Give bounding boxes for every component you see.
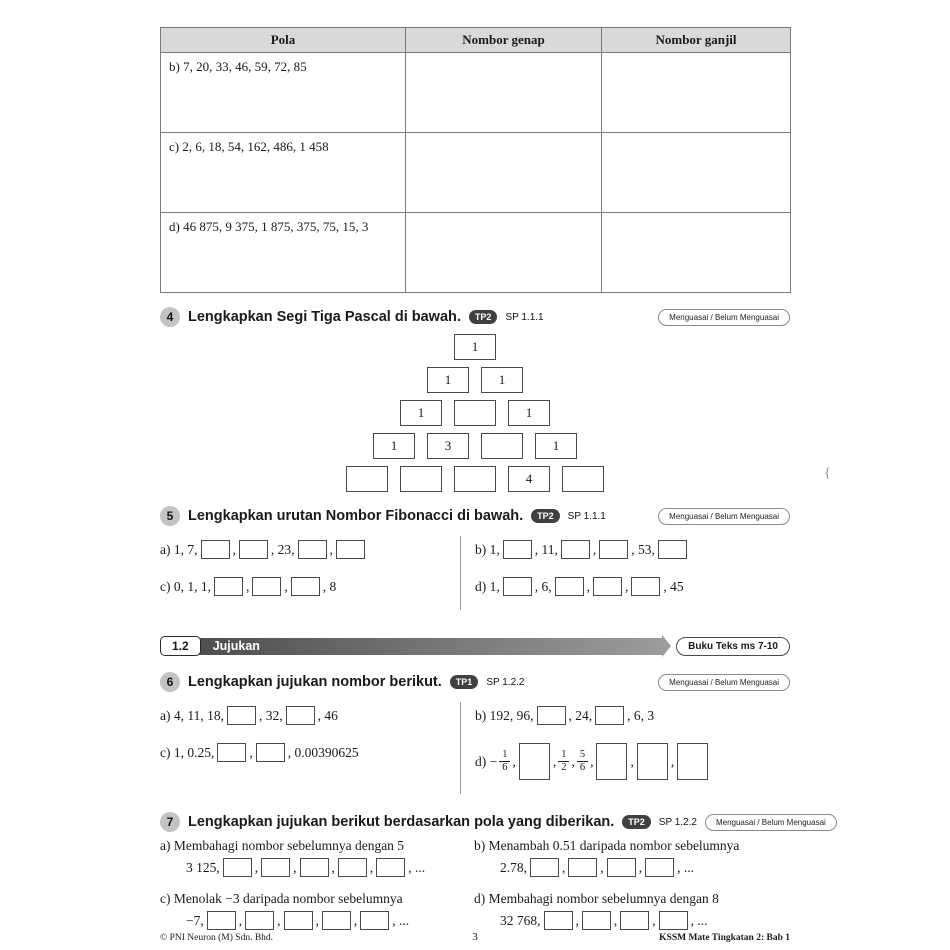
mastery-toggle[interactable]: Menguasai / Belum Menguasai: [705, 814, 837, 831]
question-number-badge: 4: [160, 307, 180, 327]
sequence-text: 2.78,: [500, 859, 527, 875]
sequence-text: ,: [249, 744, 253, 760]
answer-box[interactable]: [360, 911, 389, 930]
answer-box[interactable]: [261, 858, 290, 877]
arrow-right-icon: [662, 635, 671, 657]
sequence-text: −7,: [186, 912, 204, 928]
fraction: $\frac{1}{6}$: [499, 749, 510, 774]
section-title: Jujukan: [212, 639, 260, 653]
question-title: Lengkapkan jujukan berikut berdasarkan pola yang diberikan.: [188, 814, 615, 830]
sequence-text: a) 1, 7,: [160, 541, 198, 557]
sequence-text: ,: [293, 859, 297, 875]
sequence-text: ,: [232, 541, 236, 557]
page-number: 3: [472, 931, 478, 943]
answer-box[interactable]: [645, 858, 674, 877]
pascal-triangle: [160, 334, 790, 492]
sequence-text: ,: [246, 578, 250, 594]
sequence-text: ,: [652, 912, 656, 928]
sequence-text: ,: [630, 753, 634, 769]
q5-left-column: [160, 532, 460, 614]
fraction: $\frac{1}{2}$: [558, 749, 569, 774]
sequence-text: ,: [369, 859, 374, 875]
pascal-cell-empty[interactable]: [400, 466, 442, 492]
sequence-text: a) 4, 11, 18,: [160, 707, 224, 723]
pattern-item-c: [160, 891, 460, 930]
answer-cell-ganjil[interactable]: [602, 53, 791, 133]
q6-items: [160, 698, 790, 798]
pascal-cell-empty[interactable]: [454, 466, 496, 492]
sequence-text: ,: [590, 753, 594, 769]
sequence-text: ,: [331, 859, 335, 875]
sequence-text: ,: [254, 859, 259, 875]
q5-right-column: [461, 532, 790, 614]
answer-box[interactable]: [239, 540, 268, 559]
sequence-text: ,: [277, 912, 281, 928]
fraction: $\frac{5}{6}$: [577, 749, 588, 774]
question-number-badge: 5: [160, 506, 180, 526]
pascal-cell-filled: 4: [508, 466, 550, 492]
answer-box[interactable]: [568, 858, 597, 877]
answer-box[interactable]: [596, 743, 627, 780]
answer-box[interactable]: [207, 911, 236, 930]
sequence-text: ,: [353, 912, 358, 928]
answer-cell-genap[interactable]: [406, 133, 602, 213]
sequence-text: ,: [586, 578, 590, 594]
answer-box[interactable]: [631, 577, 660, 596]
pattern-description: d) Membahagi nombor sebelumnya dengan 8: [474, 891, 719, 906]
sequence-text: ,: [562, 859, 566, 875]
pascal-cell-filled: 1: [454, 334, 496, 360]
pascal-cell-empty[interactable]: [454, 400, 496, 426]
answer-cell-genap[interactable]: [406, 213, 602, 293]
answer-box[interactable]: [595, 706, 624, 725]
question-title: Lengkapkan Segi Tiga Pascal di bawah.: [188, 309, 461, 325]
sequence-text: 32 768,: [500, 912, 541, 928]
answer-cell-ganjil[interactable]: [602, 133, 791, 213]
sequence-text: b) 1,: [475, 541, 500, 557]
answer-box[interactable]: [537, 706, 566, 725]
pola-cell: b) 7, 20, 33, 46, 59, 72, 85: [161, 53, 406, 133]
sequence-text: ,: [670, 753, 675, 769]
answer-box[interactable]: [658, 540, 687, 559]
sequence-text: d) −: [475, 753, 498, 769]
pascal-cell-empty[interactable]: [562, 466, 604, 492]
sequence-text: , 11,: [534, 541, 558, 557]
tp-level-badge: TP1: [450, 675, 479, 689]
sequence-item-b: [475, 706, 790, 725]
answer-box[interactable]: [217, 743, 246, 762]
sequence-item-b: [500, 858, 790, 877]
sequence-text: , 8: [322, 578, 337, 594]
pascal-cell-empty[interactable]: [346, 466, 388, 492]
pascal-cell-filled: 1: [481, 367, 523, 393]
question-7-header: [160, 812, 826, 832]
sequence-text: , 32,: [259, 707, 283, 723]
sequence-text: , ...: [677, 859, 694, 875]
sequence-text: , ...: [392, 912, 410, 928]
sequence-item-c: [160, 577, 460, 596]
table-header-ganjil: Nombor ganjil: [602, 28, 791, 53]
answer-box[interactable]: [593, 577, 622, 596]
sp-code: SP 1.1.1: [567, 510, 606, 522]
question-title: Lengkapkan jujukan nombor berikut.: [188, 674, 442, 690]
q6-right-column: [461, 698, 790, 798]
sequence-item-b: [475, 540, 790, 559]
pascal-cell-filled: 1: [373, 433, 415, 459]
section-code: 1.2: [160, 636, 201, 656]
sequence-text: , 45: [663, 578, 684, 594]
pattern-description: b) Menambah 0.51 daripada nombor sebelumnya: [474, 838, 740, 853]
page-footer: [160, 929, 790, 943]
pascal-row: [400, 400, 550, 426]
answer-box[interactable]: [300, 858, 329, 877]
sequence-text: ,: [600, 859, 604, 875]
sequence-text: ,: [284, 578, 288, 594]
pascal-cell-filled: 1: [535, 433, 577, 459]
answer-box[interactable]: [637, 743, 668, 780]
sequence-text: ,: [592, 541, 597, 557]
sp-code: SP 1.1.1: [505, 311, 544, 323]
answer-box[interactable]: [620, 911, 649, 930]
pascal-row: [346, 466, 604, 492]
question-6-header: [160, 672, 790, 692]
sequence-item-a: [160, 540, 460, 559]
question-number-badge: 6: [160, 672, 180, 692]
sequence-text: , 23,: [270, 541, 295, 557]
sequence-text: , ...: [690, 912, 708, 928]
pola-table: [160, 27, 791, 293]
answer-box[interactable]: [519, 743, 550, 780]
answer-box[interactable]: [659, 911, 688, 930]
sequence-text: , 6,: [534, 578, 552, 594]
sequence-text: ,: [625, 578, 629, 594]
sequence-text: c) 1, 0.25,: [160, 744, 215, 760]
pascal-row: [373, 433, 577, 459]
table-row: [161, 133, 791, 213]
pascal-row: [427, 367, 523, 393]
book-chapter-ref: KSSM Mate Tingkatan 2: Bab 1: [659, 933, 790, 943]
answer-box[interactable]: [582, 911, 611, 930]
section-bar: [191, 638, 662, 655]
page-margin-mark: {: [824, 466, 831, 481]
sequence-text: ,: [315, 912, 319, 928]
sequence-text: , 0.00390625: [287, 744, 359, 760]
answer-box[interactable]: [252, 577, 281, 596]
sequence-text: , ...: [408, 859, 426, 875]
pola-cell: d) 46 875, 9 375, 1 875, 375, 75, 15, 3: [161, 213, 406, 293]
answer-box[interactable]: [291, 577, 320, 596]
answer-box[interactable]: [561, 540, 590, 559]
sequence-text: b) 192, 96,: [475, 707, 534, 723]
pattern-item-b: [474, 838, 790, 877]
answer-box[interactable]: [544, 911, 573, 930]
answer-box[interactable]: [201, 540, 230, 559]
pascal-cell-filled: 1: [427, 367, 469, 393]
tp-level-badge: TP2: [469, 310, 498, 324]
sequence-text: , 46: [317, 707, 338, 723]
pattern-description: c) Menolak −3 daripada nombor sebelumnya: [160, 891, 403, 906]
answer-box[interactable]: [336, 540, 365, 559]
answer-box[interactable]: [599, 540, 628, 559]
sequence-item-c: [186, 911, 460, 930]
question-number-badge: 7: [160, 812, 180, 832]
sp-code: SP 1.2.2: [658, 816, 697, 828]
sequence-text: , 53,: [631, 541, 655, 557]
table-row: [161, 53, 791, 133]
answer-box[interactable]: [338, 858, 367, 877]
pascal-cell-empty[interactable]: [481, 433, 523, 459]
q5-items: [160, 532, 790, 614]
sequence-text: ,: [512, 753, 516, 769]
answer-box[interactable]: [555, 577, 584, 596]
answer-box[interactable]: [503, 540, 532, 559]
sequence-text: d) 1,: [475, 578, 500, 594]
sequence-text: ,: [571, 753, 575, 769]
sequence-item-d: [475, 577, 790, 596]
answer-box[interactable]: [298, 540, 327, 559]
answer-cell-ganjil[interactable]: [602, 213, 791, 293]
page-content: [160, 27, 826, 944]
answer-box[interactable]: [227, 706, 256, 725]
pola-cell: c) 2, 6, 18, 54, 162, 486, 1 458: [161, 133, 406, 213]
tp-level-badge: TP2: [531, 509, 560, 523]
question-5-header: [160, 506, 790, 526]
sequence-item-a: [160, 706, 460, 725]
answer-box[interactable]: [284, 911, 313, 930]
answer-box[interactable]: [503, 577, 532, 596]
pascal-cell-filled: 1: [508, 400, 550, 426]
sequence-text: c) 0, 1, 1,: [160, 578, 211, 594]
sequence-item-d: [475, 743, 790, 780]
sequence-text: ,: [613, 912, 618, 928]
answer-box[interactable]: [286, 706, 315, 725]
table-header-row: [161, 28, 791, 53]
answer-box[interactable]: [245, 911, 274, 930]
pattern-item-d: [474, 891, 790, 930]
mastery-toggle[interactable]: Menguasai / Belum Menguasai: [658, 674, 790, 691]
sequence-text: ,: [552, 753, 557, 769]
pattern-description: a) Membahagi nombor sebelumnya dengan 5: [160, 838, 405, 853]
mastery-toggle[interactable]: Menguasai / Belum Menguasai: [658, 309, 790, 326]
pascal-cell-filled: 1: [400, 400, 442, 426]
tp-level-badge: TP2: [622, 815, 651, 829]
q6-left-column: [160, 698, 460, 798]
question-title: Lengkapkan urutan Nombor Fibonacci di bawah.: [188, 508, 524, 524]
sequence-text: 3 125,: [186, 859, 220, 875]
pascal-cell-filled: 3: [427, 433, 469, 459]
sequence-text: ,: [638, 859, 643, 875]
table-header-genap: Nombor genap: [406, 28, 602, 53]
mastery-toggle[interactable]: Menguasai / Belum Menguasai: [658, 508, 790, 525]
table-row: [161, 213, 791, 293]
sp-code: SP 1.2.2: [486, 676, 525, 688]
pascal-row: [454, 334, 496, 360]
answer-box[interactable]: [607, 858, 636, 877]
answer-box[interactable]: [530, 858, 559, 877]
answer-box[interactable]: [677, 743, 708, 780]
sequence-item-d: [500, 911, 790, 930]
copyright-text: © PNI Neuron (M) Sdn. Bhd.: [160, 933, 274, 943]
section-banner: [160, 634, 790, 658]
answer-box[interactable]: [376, 858, 405, 877]
table-header-pola: Pola: [161, 28, 406, 53]
question-4-header: [160, 307, 790, 327]
sequence-text: ,: [575, 912, 579, 928]
sequence-text: ,: [238, 912, 243, 928]
textbook-page-ref: Buku Teks ms 7-10: [676, 637, 790, 656]
answer-box[interactable]: [256, 743, 285, 762]
pattern-item-a: [160, 838, 460, 877]
sequence-text: ,: [329, 541, 333, 557]
sequence-item-c: [160, 743, 460, 762]
answer-box[interactable]: [214, 577, 243, 596]
answer-box[interactable]: [322, 911, 351, 930]
answer-cell-genap[interactable]: [406, 53, 602, 133]
sequence-text: , 24,: [568, 707, 593, 723]
answer-box[interactable]: [223, 858, 252, 877]
sequence-item-a: [186, 858, 460, 877]
sequence-text: , 6, 3: [627, 707, 655, 723]
